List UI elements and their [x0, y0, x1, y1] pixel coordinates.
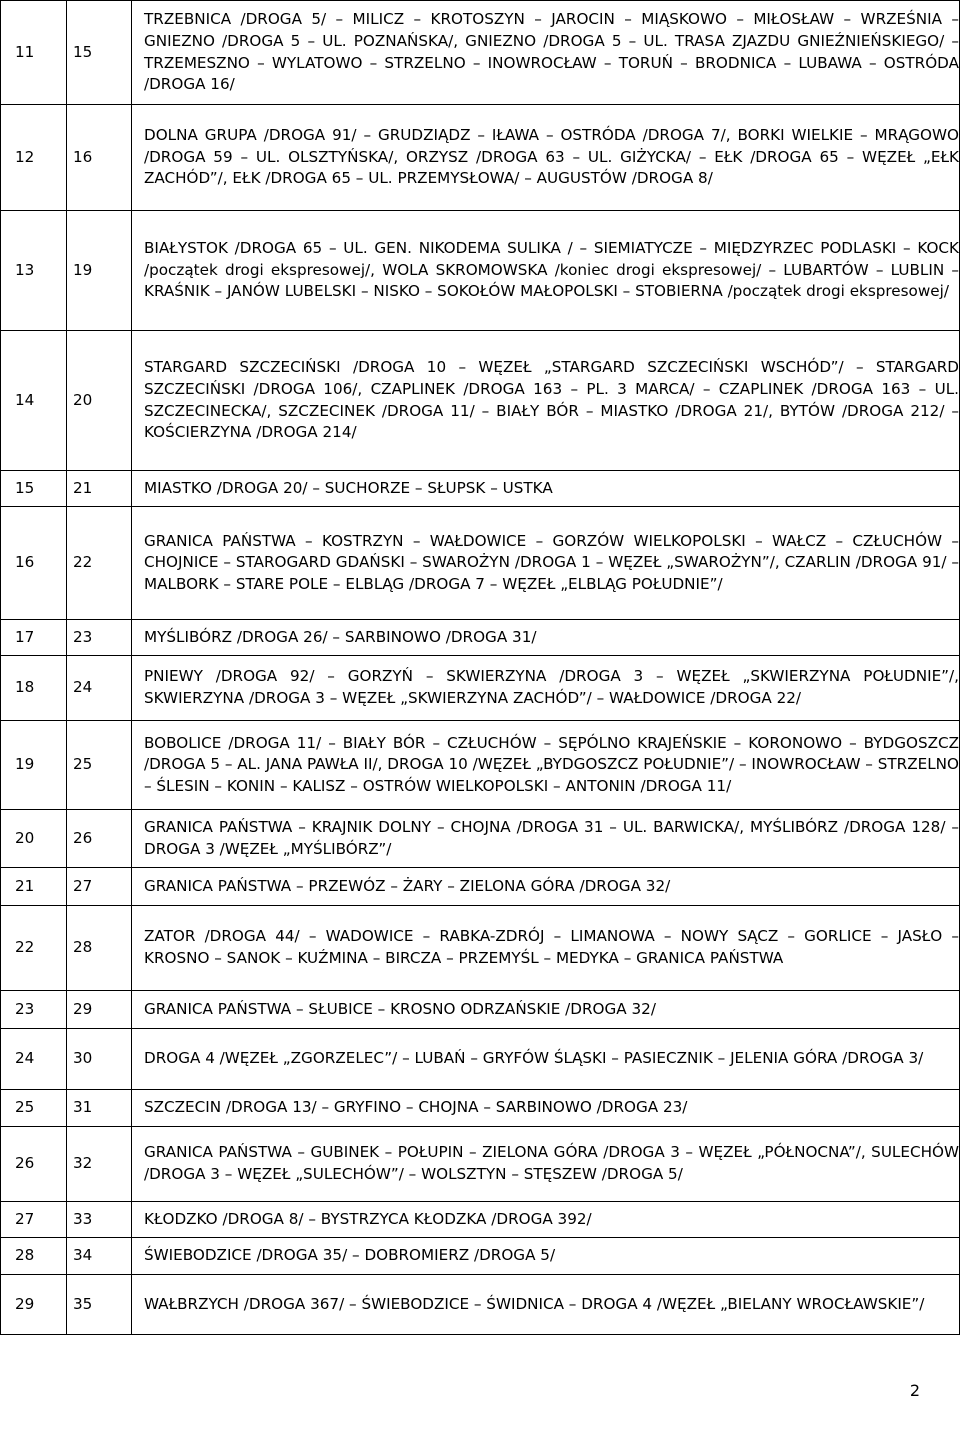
route-text: TRZEBNICA /DROGA 5/ – MILICZ – KROTOSZYN – JAROCIN – MIĄSKOWO – MIŁOSŁAW – WRZEŚNIA – GNIEZNO /DROGA 5 – UL. POZNAŃSKA/, GNIEZNO /DROGA 5 – UL. TRASA ZJAZDU GNIEŹNIEŃSKIEGO/ – TRZEMESZNO – WYLATOWO – STRZELNO – INOWROCŁAW – TORUŃ – BRODNICA – LUBAWA – OSTRÓDA /DROGA 16/ [144, 10, 959, 94]
route-description [132, 1, 960, 105]
route-number: 33 [67, 1202, 132, 1238]
page-number: 2 [909, 1381, 920, 1400]
road-number: 17 [1, 620, 67, 656]
table-row [1, 471, 960, 507]
road-number: 14 [1, 331, 67, 471]
table-row [1, 620, 960, 656]
route-number: 23 [67, 620, 132, 656]
route-number: 29 [67, 991, 132, 1029]
route-number: 32 [67, 1127, 132, 1202]
route-number: 25 [67, 721, 132, 810]
table-row [1, 721, 960, 810]
road-number: 21 [1, 868, 67, 906]
route-text: DOLNA GRUPA /DROGA 91/ – GRUDZIĄDZ – IŁAWA – OSTRÓDA /DROGA 7/, BORKI WIELKIE – MRĄGOWO /DROGA 59 – UL. OLSZTYŃSKA/, ORZYSZ /DROGA 63 – UL. GIŻYCKA/ – EŁK /DROGA 65 – WĘZEŁ „EŁK ZACHÓD”/, EŁK /DROGA 65 – UL. PRZEMYSŁOWA/ – AUGUSTÓW /DROGA 8/ [144, 126, 959, 188]
road-number: 16 [1, 507, 67, 620]
route-number: 30 [67, 1029, 132, 1090]
route-description [132, 906, 960, 991]
table-row [1, 1202, 960, 1238]
route-text: ZATOR /DROGA 44/ – WADOWICE – RABKA-ZDRÓJ – LIMANOWA – NOWY SĄCZ – GORLICE – JASŁO – KROSNO – SANOK – KUŹMINA – BIRCZA – PRZEMYŚL – MEDYKA – GRANICA PAŃSTWA [144, 927, 959, 967]
route-number: 22 [67, 507, 132, 620]
road-number: 22 [1, 906, 67, 991]
route-number: 31 [67, 1090, 132, 1127]
road-number: 27 [1, 1202, 67, 1238]
road-number: 20 [1, 810, 67, 868]
road-number: 29 [1, 1275, 67, 1335]
route-text: MIASTKO /DROGA 20/ – SUCHORZE – SŁUPSK – USTKA [144, 478, 553, 497]
route-number: 26 [67, 810, 132, 868]
road-number: 24 [1, 1029, 67, 1090]
route-text: ŚWIEBODZICE /DROGA 35/ – DOBROMIERZ /DROGA 5/ [144, 1246, 556, 1265]
table-row [1, 991, 960, 1029]
route-description [132, 507, 960, 620]
road-number: 25 [1, 1090, 67, 1127]
route-number: 24 [67, 656, 132, 721]
route-number: 15 [67, 1, 132, 105]
route-number: 28 [67, 906, 132, 991]
route-text: BIAŁYSTOK /DROGA 65 – UL. GEN. NIKODEMA SULIKA / – SIEMIATYCZE – MIĘDZYRZEC PODLASKI – KOCK /początek drogi ekspresowej/, WOLA SKROMOWSKA /koniec drogi ekspresowej/ – LUBARTÓW – LUBLIN – KRAŚNIK – JANÓW LUBELSKI – NISKO – SOKOŁÓW MAŁOPOLSKI – STOBIERNA /początek drogi ekspresowej/ [144, 239, 959, 301]
route-description [132, 471, 960, 507]
route-description [132, 868, 960, 906]
route-text: PNIEWY /DROGA 92/ – GORZYŃ – SKWIERZYNA /DROGA 3 – WĘZEŁ „SKWIERZYNA POŁUDNIE”/, SKWIERZYNA /DROGA 3 – WĘZEŁ „SKWIERZYNA ZACHÓD”/ – WAŁDOWICE /DROGA 22/ [144, 667, 959, 707]
road-number: 12 [1, 105, 67, 211]
route-description [132, 331, 960, 471]
table-row [1, 906, 960, 991]
road-number: 26 [1, 1127, 67, 1202]
road-number: 28 [1, 1238, 67, 1275]
road-number: 15 [1, 471, 67, 507]
road-number: 19 [1, 721, 67, 810]
route-text: GRANICA PAŃSTWA – KOSTRZYN – WAŁDOWICE – GORZÓW WIELKOPOLSKI – WAŁCZ – CZŁUCHÓW – CHOJNICE – STAROGARD GDAŃSKI – SWAROŻYN /DROGA 1 – WĘZEŁ „SWAROŻYN”/, CZARLIN /DROGA 91/ – MALBORK – STARE POLE – ELBLĄG /DROGA 7 – WĘZEŁ „ELBLĄG POŁUDNIE”/ [144, 531, 959, 593]
route-text: MYŚLIBÓRZ /DROGA 26/ – SARBINOWO /DROGA 31/ [144, 627, 537, 646]
route-number: 34 [67, 1238, 132, 1275]
road-number: 18 [1, 656, 67, 721]
table-row [1, 1238, 960, 1275]
route-number: 35 [67, 1275, 132, 1335]
table-row [1, 1029, 960, 1090]
route-text: SZCZECIN /DROGA 13/ – GRYFINO – CHOJNA – SARBINOWO /DROGA 23/ [144, 1098, 688, 1117]
table-row [1, 1275, 960, 1335]
route-number: 27 [67, 868, 132, 906]
route-description [132, 1275, 960, 1335]
route-text: BOBOLICE /DROGA 11/ – BIAŁY BÓR – CZŁUCHÓW – SĘPÓLNO KRAJEŃSKIE – KORONOWO – BYDGOSZCZ /DROGA 5 – AL. JANA PAWŁA II/, DROGA 10 /WĘZEŁ „BYDGOSZCZ POŁUDNIE”/ – INOWROCŁAW – STRZELNO – ŚLESIN – KONIN – KALISZ – OSTRÓW WIELKOPOLSKI – ANTONIN /DROGA 11/ [144, 733, 959, 795]
table-row [1, 507, 960, 620]
route-description [132, 656, 960, 721]
route-description [132, 810, 960, 868]
route-description [132, 1238, 960, 1275]
route-text: GRANICA PAŃSTWA – SŁUBICE – KROSNO ODRZAŃSKIE /DROGA 32/ [144, 999, 656, 1018]
route-number: 21 [67, 471, 132, 507]
route-description [132, 1029, 960, 1090]
road-number: 13 [1, 211, 67, 331]
route-text: GRANICA PAŃSTWA – GUBINEK – POŁUPIN – ZIELONA GÓRA /DROGA 3 – WĘZEŁ „PÓŁNOCNA”/, SULECHÓW /DROGA 3 – WĘZEŁ „SULECHÓW”/ – WOLSZTYN – STĘSZEW /DROGA 5/ [144, 1143, 959, 1183]
route-number: 19 [67, 211, 132, 331]
route-description [132, 1127, 960, 1202]
table-row [1, 868, 960, 906]
route-text: KŁODZKO /DROGA 8/ – BYSTRZYCA KŁODZKA /DROGA 392/ [144, 1209, 592, 1228]
route-description [132, 105, 960, 211]
table-row [1, 211, 960, 331]
route-description [132, 1090, 960, 1127]
route-text: GRANICA PAŃSTWA – KRAJNIK DOLNY – CHOJNA /DROGA 31 – UL. BARWICKA/, MYŚLIBÓRZ /DROGA 128/ – DROGA 3 /WĘZEŁ „MYŚLIBÓRZ”/ [144, 817, 959, 858]
route-text: STARGARD SZCZECIŃSKI /DROGA 10 – WĘZEŁ „STARGARD SZCZECIŃSKI WSCHÓD”/ – STARGARD SZCZECIŃSKI /DROGA 106/, CZAPLINEK /DROGA 163 – PL. 3 MARCA/ – CZAPLINEK /DROGA 163 – UL. SZCZECINECKA/, SZCZECINEK /DROGA 11/ – BIAŁY BÓR – MIASTKO /DROGA 21/, BYTÓW /DROGA 212/ – KOŚCIERZYNA /DROGA 214/ [144, 358, 959, 442]
route-text: GRANICA PAŃSTWA – PRZEWÓZ – ŻARY – ZIELONA GÓRA /DROGA 32/ [144, 876, 671, 895]
table-row [1, 1090, 960, 1127]
route-description [132, 620, 960, 656]
route-number: 16 [67, 105, 132, 211]
route-description [132, 721, 960, 810]
table-row [1, 331, 960, 471]
route-description [132, 991, 960, 1029]
route-text: DROGA 4 /WĘZEŁ „ZGORZELEC”/ – LUBAŃ – GRYFÓW ŚLĄSKI – PASIECZNIK – JELENIA GÓRA /DROGA 3/ [144, 1049, 924, 1068]
table-row [1, 1, 960, 105]
route-description [132, 1202, 960, 1238]
road-number: 11 [1, 1, 67, 105]
table-row [1, 656, 960, 721]
route-description [132, 211, 960, 331]
table-row [1, 1127, 960, 1202]
route-text: WAŁBRZYCH /DROGA 367/ – ŚWIEBODZICE – ŚWIDNICA – DROGA 4 /WĘZEŁ „BIELANY WROCŁAWSKIE”/ [144, 1294, 925, 1313]
route-number: 20 [67, 331, 132, 471]
road-number: 23 [1, 991, 67, 1029]
table-row [1, 810, 960, 868]
table-row [1, 105, 960, 211]
